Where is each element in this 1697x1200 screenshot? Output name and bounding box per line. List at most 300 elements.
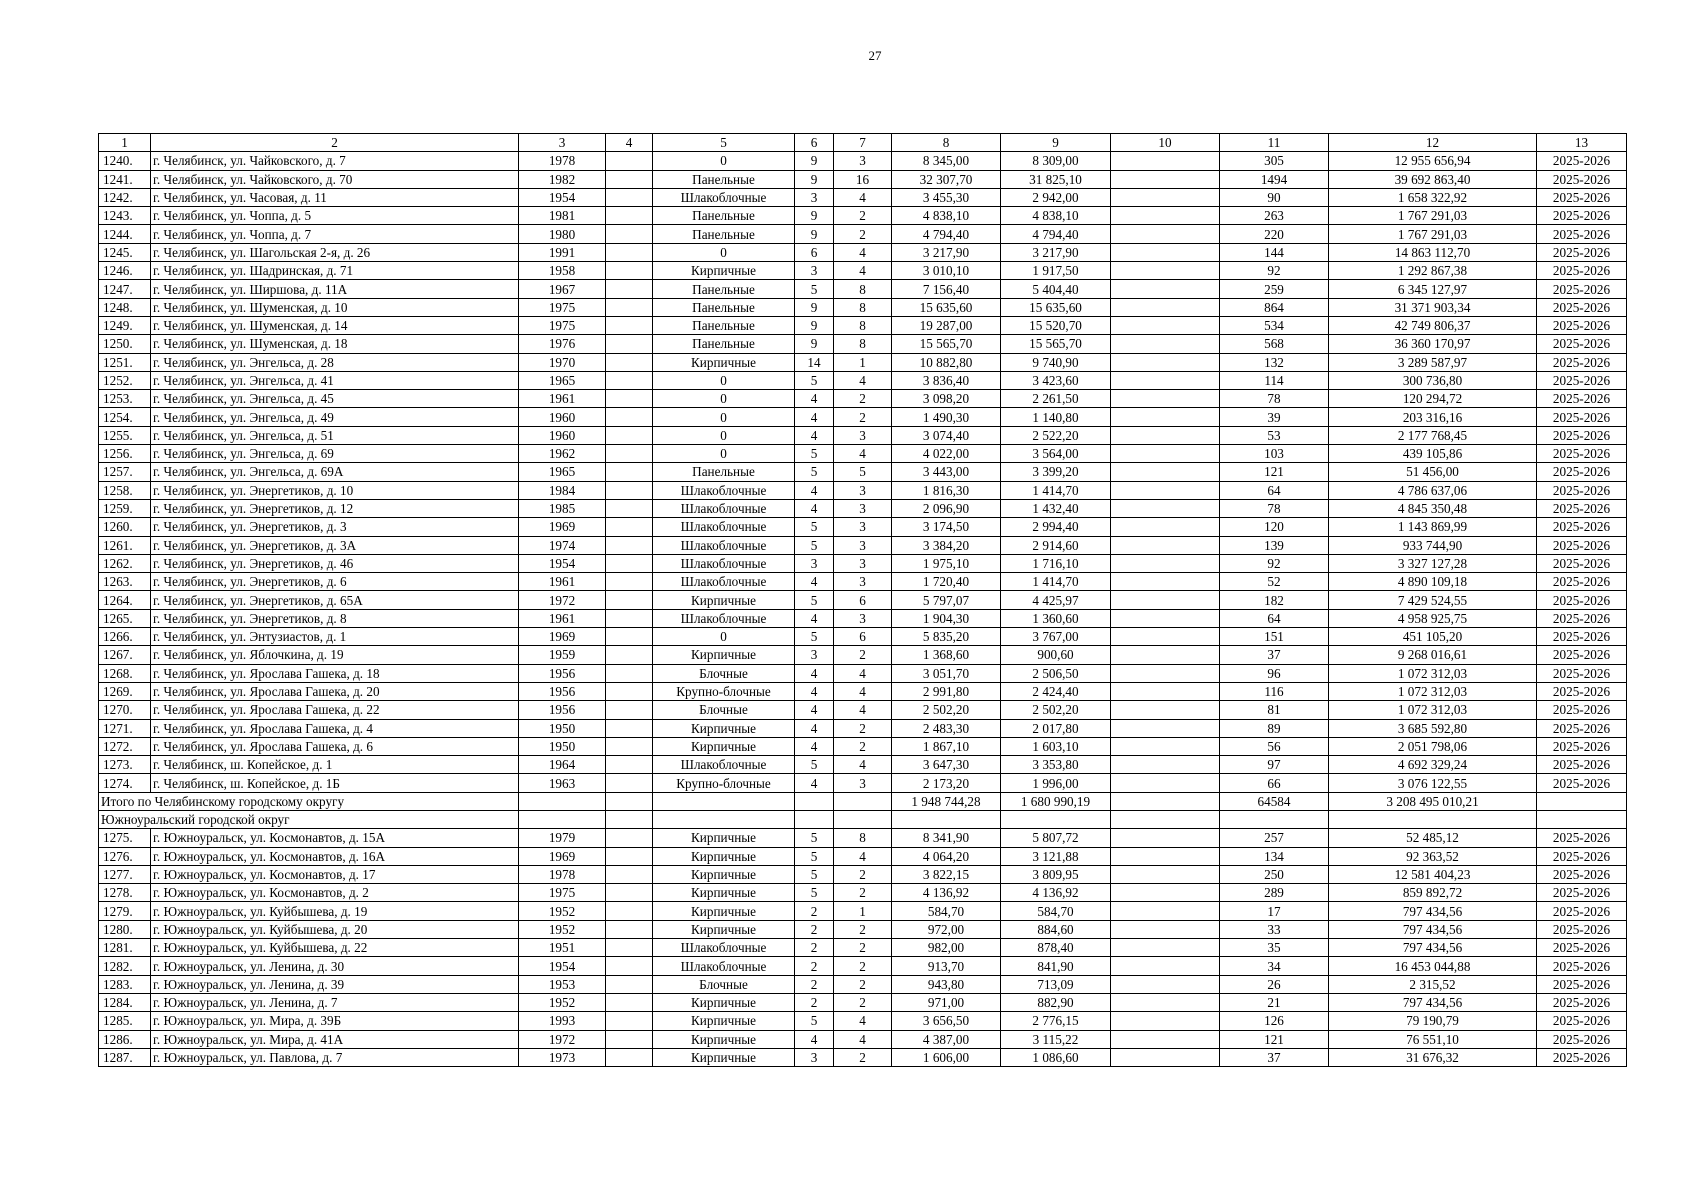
year-cell: 1972: [519, 591, 606, 609]
floors-cell: 4: [795, 719, 834, 737]
row-number: 1275.: [99, 829, 151, 847]
cost-cell: 2 051 798,06: [1329, 737, 1537, 755]
total-area-cell: 1 816,30: [892, 481, 1001, 499]
residents-cell: 864: [1220, 298, 1329, 316]
floors-cell: 4: [795, 390, 834, 408]
table-row: [99, 609, 1627, 627]
living-area-cell: 882,90: [1001, 993, 1111, 1011]
entrances-cell: 3: [834, 554, 892, 572]
period-cell: 2025-2026: [1537, 225, 1627, 243]
col10-cell: [1111, 499, 1220, 517]
year-cell: 1956: [519, 701, 606, 719]
floors-cell: 3: [795, 188, 834, 206]
entrances-cell: 4: [834, 682, 892, 700]
col4-cell: [606, 188, 653, 206]
col4-cell: [606, 646, 653, 664]
table-row: [99, 371, 1627, 389]
total-area-cell: 1 867,10: [892, 737, 1001, 755]
col10-cell: [1111, 463, 1220, 481]
total-area-cell: 1 720,40: [892, 573, 1001, 591]
wall-material-cell: Кирпичные: [653, 884, 795, 902]
period-cell: 2025-2026: [1537, 865, 1627, 883]
period-cell: 2025-2026: [1537, 152, 1627, 170]
cost-cell: 3 327 127,28: [1329, 554, 1537, 572]
living-area-cell: 1 716,10: [1001, 554, 1111, 572]
residents-cell: 144: [1220, 243, 1329, 261]
year-cell: 1960: [519, 408, 606, 426]
period-cell: 2025-2026: [1537, 829, 1627, 847]
living-area-cell: 2 502,20: [1001, 701, 1111, 719]
total-area-cell: 3 098,20: [892, 390, 1001, 408]
subtotal-total-area: 1 948 744,28: [892, 792, 1001, 810]
floors-cell: 2: [795, 975, 834, 993]
section-col10: [1111, 810, 1220, 828]
living-area-cell: 2 261,50: [1001, 390, 1111, 408]
total-area-cell: 15 565,70: [892, 335, 1001, 353]
living-area-cell: 8 309,00: [1001, 152, 1111, 170]
living-area-cell: 3 767,00: [1001, 628, 1111, 646]
year-cell: 1956: [519, 682, 606, 700]
subtotal-living-area: 1 680 990,19: [1001, 792, 1111, 810]
floors-cell: 5: [795, 1012, 834, 1030]
floors-cell: 9: [795, 152, 834, 170]
table-row: [99, 335, 1627, 353]
period-cell: 2025-2026: [1537, 1012, 1627, 1030]
living-area-cell: 5 807,72: [1001, 829, 1111, 847]
floors-cell: 4: [795, 737, 834, 755]
address-cell: г. Челябинск, ул. Шадринская, д. 71: [151, 262, 519, 280]
total-area-cell: 3 384,20: [892, 536, 1001, 554]
period-cell: 2025-2026: [1537, 920, 1627, 938]
entrances-cell: 2: [834, 939, 892, 957]
table-row: [99, 884, 1627, 902]
residents-cell: 114: [1220, 371, 1329, 389]
period-cell: 2025-2026: [1537, 536, 1627, 554]
column-number-9: 9: [1001, 134, 1111, 152]
cost-cell: 4 890 109,18: [1329, 573, 1537, 591]
entrances-cell: 8: [834, 316, 892, 334]
table-row: [99, 536, 1627, 554]
residents-cell: 89: [1220, 719, 1329, 737]
col4-cell: [606, 719, 653, 737]
address-cell: г. Челябинск, ул. Энергетиков, д. 12: [151, 499, 519, 517]
wall-material-cell: 0: [653, 426, 795, 444]
col4-cell: [606, 701, 653, 719]
row-number: 1249.: [99, 316, 151, 334]
floors-cell: 4: [795, 573, 834, 591]
row-number: 1240.: [99, 152, 151, 170]
total-area-cell: 8 341,90: [892, 829, 1001, 847]
period-cell: 2025-2026: [1537, 518, 1627, 536]
year-cell: 1964: [519, 756, 606, 774]
residents-cell: 26: [1220, 975, 1329, 993]
row-number: 1278.: [99, 884, 151, 902]
year-cell: 1950: [519, 737, 606, 755]
col4-cell: [606, 353, 653, 371]
col10-cell: [1111, 335, 1220, 353]
wall-material-cell: Блочные: [653, 975, 795, 993]
col10-cell: [1111, 554, 1220, 572]
cost-cell: 2 177 768,45: [1329, 426, 1537, 444]
wall-material-cell: Шлакоблочные: [653, 518, 795, 536]
table-row: [99, 701, 1627, 719]
year-cell: 1965: [519, 371, 606, 389]
col4-cell: [606, 298, 653, 316]
wall-material-cell: 0: [653, 390, 795, 408]
column-number-5: 5: [653, 134, 795, 152]
address-cell: г. Южноуральск, ул. Куйбышева, д. 20: [151, 920, 519, 938]
row-number: 1250.: [99, 335, 151, 353]
year-cell: 1975: [519, 884, 606, 902]
residents-cell: 97: [1220, 756, 1329, 774]
entrances-cell: 2: [834, 737, 892, 755]
entrances-cell: 2: [834, 884, 892, 902]
col4-cell: [606, 426, 653, 444]
wall-material-cell: Кирпичные: [653, 262, 795, 280]
table-row: [99, 170, 1627, 188]
residents-cell: 78: [1220, 499, 1329, 517]
living-area-cell: 584,70: [1001, 902, 1111, 920]
wall-material-cell: Кирпичные: [653, 993, 795, 1011]
section-col4: [606, 810, 653, 828]
entrances-cell: 8: [834, 280, 892, 298]
floors-cell: 9: [795, 225, 834, 243]
table-row: [99, 481, 1627, 499]
wall-material-cell: Кирпичные: [653, 1030, 795, 1048]
period-cell: 2025-2026: [1537, 463, 1627, 481]
period-cell: 2025-2026: [1537, 207, 1627, 225]
row-number: 1247.: [99, 280, 151, 298]
col10-cell: [1111, 152, 1220, 170]
col4-cell: [606, 1048, 653, 1066]
floors-cell: 4: [795, 701, 834, 719]
col4-cell: [606, 920, 653, 938]
cost-cell: 4 786 637,06: [1329, 481, 1537, 499]
residents-cell: 21: [1220, 993, 1329, 1011]
wall-material-cell: Крупно-блочные: [653, 682, 795, 700]
entrances-cell: 4: [834, 1030, 892, 1048]
total-area-cell: 3 051,70: [892, 664, 1001, 682]
col4-cell: [606, 884, 653, 902]
entrances-cell: 4: [834, 664, 892, 682]
cost-cell: 12 581 404,23: [1329, 865, 1537, 883]
living-area-cell: 1 086,60: [1001, 1048, 1111, 1066]
period-cell: 2025-2026: [1537, 939, 1627, 957]
total-area-cell: 3 074,40: [892, 426, 1001, 444]
residents-cell: 64: [1220, 481, 1329, 499]
row-number: 1262.: [99, 554, 151, 572]
living-area-cell: 15 520,70: [1001, 316, 1111, 334]
subtotal-cost: 3 208 495 010,21: [1329, 792, 1537, 810]
wall-material-cell: Кирпичные: [653, 353, 795, 371]
entrances-cell: 1: [834, 353, 892, 371]
period-cell: 2025-2026: [1537, 573, 1627, 591]
year-cell: 1976: [519, 335, 606, 353]
row-number: 1260.: [99, 518, 151, 536]
column-number-3: 3: [519, 134, 606, 152]
cost-cell: 4 958 925,75: [1329, 609, 1537, 627]
table-row: [99, 298, 1627, 316]
living-area-cell: 3 423,60: [1001, 371, 1111, 389]
cost-cell: 120 294,72: [1329, 390, 1537, 408]
address-cell: г. Челябинск, ул. Шуменская, д. 18: [151, 335, 519, 353]
table-row: [99, 408, 1627, 426]
col10-cell: [1111, 408, 1220, 426]
col10-cell: [1111, 609, 1220, 627]
entrances-cell: 8: [834, 829, 892, 847]
row-number: 1257.: [99, 463, 151, 481]
col4-cell: [606, 573, 653, 591]
floors-cell: 3: [795, 262, 834, 280]
column-number-header-row: [99, 134, 1627, 152]
residents-cell: 568: [1220, 335, 1329, 353]
year-cell: 1969: [519, 847, 606, 865]
period-cell: 2025-2026: [1537, 298, 1627, 316]
table-row: [99, 774, 1627, 792]
period-cell: 2025-2026: [1537, 774, 1627, 792]
residents-cell: 78: [1220, 390, 1329, 408]
entrances-cell: 4: [834, 756, 892, 774]
col10-cell: [1111, 737, 1220, 755]
living-area-cell: 2 994,40: [1001, 518, 1111, 536]
cost-cell: 933 744,90: [1329, 536, 1537, 554]
col4-cell: [606, 152, 653, 170]
address-cell: г. Челябинск, ул. Ярослава Гашека, д. 4: [151, 719, 519, 737]
table-body: [99, 134, 1627, 1067]
column-number-7: 7: [834, 134, 892, 152]
address-cell: г. Челябинск, ул. Ярослава Гашека, д. 22: [151, 701, 519, 719]
address-cell: г. Южноуральск, ул. Ленина, д. 39: [151, 975, 519, 993]
floors-cell: 5: [795, 463, 834, 481]
col4-cell: [606, 664, 653, 682]
residents-cell: 257: [1220, 829, 1329, 847]
total-area-cell: 2 096,90: [892, 499, 1001, 517]
cost-cell: 36 360 170,97: [1329, 335, 1537, 353]
floors-cell: 4: [795, 664, 834, 682]
table-row: [99, 1048, 1627, 1066]
column-number-4: 4: [606, 134, 653, 152]
cost-cell: 7 429 524,55: [1329, 591, 1537, 609]
col4-cell: [606, 829, 653, 847]
table-row: [99, 865, 1627, 883]
col10-cell: [1111, 481, 1220, 499]
address-cell: г. Челябинск, ул. Энергетиков, д. 46: [151, 554, 519, 572]
floors-cell: 5: [795, 847, 834, 865]
cost-cell: 4 845 350,48: [1329, 499, 1537, 517]
floors-cell: 14: [795, 353, 834, 371]
address-cell: г. Челябинск, ул. Энгельса, д. 69: [151, 445, 519, 463]
entrances-cell: 2: [834, 920, 892, 938]
total-area-cell: 5 835,20: [892, 628, 1001, 646]
section-col9: [1001, 810, 1111, 828]
column-number-6: 6: [795, 134, 834, 152]
address-cell: г. Челябинск, ул. Энергетиков, д. 10: [151, 481, 519, 499]
table-row: [99, 939, 1627, 957]
col10-cell: [1111, 518, 1220, 536]
residents-cell: 182: [1220, 591, 1329, 609]
total-area-cell: 2 991,80: [892, 682, 1001, 700]
entrances-cell: 4: [834, 243, 892, 261]
period-cell: 2025-2026: [1537, 371, 1627, 389]
address-cell: г. Челябинск, ул. Энергетиков, д. 3А: [151, 536, 519, 554]
table-row: [99, 1030, 1627, 1048]
col10-cell: [1111, 774, 1220, 792]
floors-cell: 5: [795, 829, 834, 847]
residents-cell: 259: [1220, 280, 1329, 298]
col10-cell: [1111, 829, 1220, 847]
year-cell: 1954: [519, 554, 606, 572]
floors-cell: 3: [795, 1048, 834, 1066]
cost-cell: 14 863 112,70: [1329, 243, 1537, 261]
year-cell: 1950: [519, 719, 606, 737]
column-number-12: 12: [1329, 134, 1537, 152]
entrances-cell: 3: [834, 426, 892, 444]
total-area-cell: 4 794,40: [892, 225, 1001, 243]
residents-cell: 37: [1220, 646, 1329, 664]
period-cell: 2025-2026: [1537, 719, 1627, 737]
col4-cell: [606, 975, 653, 993]
floors-cell: 5: [795, 536, 834, 554]
floors-cell: 2: [795, 920, 834, 938]
wall-material-cell: Кирпичные: [653, 1012, 795, 1030]
entrances-cell: 2: [834, 207, 892, 225]
residents-cell: 134: [1220, 847, 1329, 865]
entrances-cell: 3: [834, 481, 892, 499]
year-cell: 1956: [519, 664, 606, 682]
address-cell: г. Челябинск, ул. Энгельса, д. 51: [151, 426, 519, 444]
floors-cell: 5: [795, 884, 834, 902]
table-row: [99, 847, 1627, 865]
entrances-cell: 4: [834, 262, 892, 280]
address-cell: г. Челябинск, ш. Копейское, д. 1: [151, 756, 519, 774]
period-cell: 2025-2026: [1537, 426, 1627, 444]
floors-cell: 4: [795, 1030, 834, 1048]
period-cell: 2025-2026: [1537, 445, 1627, 463]
cost-cell: 1 292 867,38: [1329, 262, 1537, 280]
address-cell: г. Челябинск, ул. Чайковского, д. 7: [151, 152, 519, 170]
living-area-cell: 9 740,90: [1001, 353, 1111, 371]
col4-cell: [606, 865, 653, 883]
total-area-cell: 943,80: [892, 975, 1001, 993]
wall-material-cell: Панельные: [653, 280, 795, 298]
row-number: 1263.: [99, 573, 151, 591]
period-cell: 2025-2026: [1537, 591, 1627, 609]
year-cell: 1961: [519, 609, 606, 627]
living-area-cell: 1 360,60: [1001, 609, 1111, 627]
total-area-cell: 1 368,60: [892, 646, 1001, 664]
col10-cell: [1111, 243, 1220, 261]
total-area-cell: 3 455,30: [892, 188, 1001, 206]
entrances-cell: 2: [834, 646, 892, 664]
floors-cell: 4: [795, 408, 834, 426]
total-area-cell: 10 882,80: [892, 353, 1001, 371]
living-area-cell: 4 838,10: [1001, 207, 1111, 225]
wall-material-cell: Блочные: [653, 701, 795, 719]
cost-cell: 3 076 122,55: [1329, 774, 1537, 792]
address-cell: г. Челябинск, ул. Энгельса, д. 28: [151, 353, 519, 371]
col10-cell: [1111, 865, 1220, 883]
year-cell: 1991: [519, 243, 606, 261]
floors-cell: 5: [795, 756, 834, 774]
wall-material-cell: Шлакоблочные: [653, 756, 795, 774]
residents-cell: 90: [1220, 188, 1329, 206]
period-cell: 2025-2026: [1537, 353, 1627, 371]
residents-cell: 305: [1220, 152, 1329, 170]
floors-cell: 3: [795, 646, 834, 664]
living-area-cell: 3 121,88: [1001, 847, 1111, 865]
cost-cell: 31 371 903,34: [1329, 298, 1537, 316]
residents-cell: 92: [1220, 554, 1329, 572]
entrances-cell: 1: [834, 902, 892, 920]
wall-material-cell: Кирпичные: [653, 1048, 795, 1066]
address-cell: г. Южноуральск, ул. Ленина, д. 7: [151, 993, 519, 1011]
row-number: 1276.: [99, 847, 151, 865]
wall-material-cell: Крупно-блочные: [653, 774, 795, 792]
living-area-cell: 1 996,00: [1001, 774, 1111, 792]
entrances-cell: 3: [834, 536, 892, 554]
year-cell: 1975: [519, 316, 606, 334]
col4-cell: [606, 316, 653, 334]
entrances-cell: 3: [834, 573, 892, 591]
residents-cell: 17: [1220, 902, 1329, 920]
wall-material-cell: Кирпичные: [653, 829, 795, 847]
entrances-cell: 5: [834, 463, 892, 481]
period-cell: 2025-2026: [1537, 316, 1627, 334]
period-cell: 2025-2026: [1537, 170, 1627, 188]
address-cell: г. Южноуральск, ул. Космонавтов, д. 15А: [151, 829, 519, 847]
col4-cell: [606, 774, 653, 792]
col4-cell: [606, 609, 653, 627]
floors-cell: 2: [795, 957, 834, 975]
wall-material-cell: Панельные: [653, 463, 795, 481]
section-col5: [653, 810, 795, 828]
year-cell: 1961: [519, 390, 606, 408]
period-cell: 2025-2026: [1537, 957, 1627, 975]
col4-cell: [606, 554, 653, 572]
cost-cell: 1 072 312,03: [1329, 682, 1537, 700]
wall-material-cell: 0: [653, 408, 795, 426]
row-number: 1277.: [99, 865, 151, 883]
year-cell: 1978: [519, 152, 606, 170]
col10-cell: [1111, 573, 1220, 591]
address-cell: г. Челябинск, ул. Шуменская, д. 10: [151, 298, 519, 316]
floors-cell: 5: [795, 518, 834, 536]
period-cell: 2025-2026: [1537, 664, 1627, 682]
living-area-cell: 3 564,00: [1001, 445, 1111, 463]
section-col12: [1329, 810, 1537, 828]
address-cell: г. Челябинск, ул. Яблочкина, д. 19: [151, 646, 519, 664]
col10-cell: [1111, 939, 1220, 957]
row-number: 1280.: [99, 920, 151, 938]
residents-cell: 121: [1220, 463, 1329, 481]
row-number: 1274.: [99, 774, 151, 792]
total-area-cell: 32 307,70: [892, 170, 1001, 188]
total-area-cell: 972,00: [892, 920, 1001, 938]
col10-cell: [1111, 426, 1220, 444]
total-area-cell: 3 836,40: [892, 371, 1001, 389]
cost-cell: 51 456,00: [1329, 463, 1537, 481]
residents-cell: 81: [1220, 701, 1329, 719]
cost-cell: 79 190,79: [1329, 1012, 1537, 1030]
floors-cell: 4: [795, 774, 834, 792]
total-area-cell: 4 387,00: [892, 1030, 1001, 1048]
cost-cell: 1 767 291,03: [1329, 207, 1537, 225]
residents-cell: 39: [1220, 408, 1329, 426]
residents-cell: 35: [1220, 939, 1329, 957]
table-row: [99, 737, 1627, 755]
wall-material-cell: Панельные: [653, 170, 795, 188]
cost-cell: 16 453 044,88: [1329, 957, 1537, 975]
